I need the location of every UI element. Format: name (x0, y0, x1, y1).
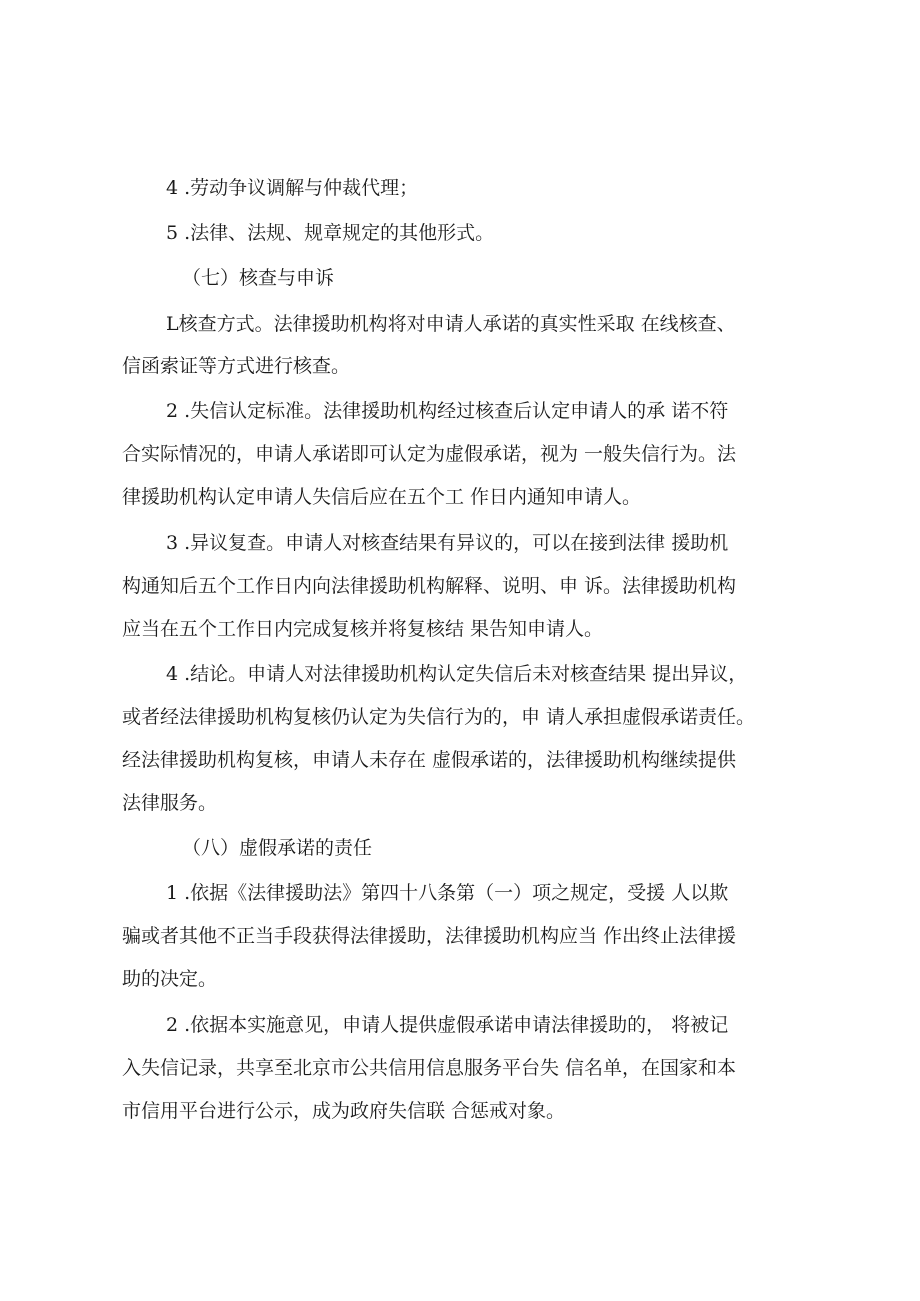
section-heading-verification: （七）核查与申诉 (182, 267, 335, 289)
list-item-other-forms: 5 .法律、法规、规章规定的其他形式。 (166, 222, 495, 244)
list-item-labor-dispute: 4 .劳动争议调解与仲裁代理； (166, 177, 419, 199)
paragraph-line: 合实际情况的，申请人承诺即可认定为虚假承诺，视为 一般失信行为。法 (122, 443, 737, 465)
paragraph-line: 法律服务。 (122, 792, 218, 814)
paragraph-line: 入失信记录，共享至北京市公共信用信息服务平台失 信名单，在国家和本 (122, 1057, 737, 1079)
paragraph-line: 或者经法律援助机构复核仍认定为失信行为的，申 请人承担虚假承诺责任。 (122, 706, 756, 728)
paragraph-line: 2 .失信认定标准。法律援助机构经过核查后认定申请人的承 诺不符 (166, 400, 729, 422)
paragraph-line: 助的决定。 (122, 968, 218, 990)
paragraph-line: 1 .依据《法律援助法》第四十八条第（一）项之规定，受援 人以欺 (166, 882, 729, 904)
paragraph-line: 信函索证等方式进行核查。 (122, 355, 351, 377)
paragraph-line: 应当在五个工作日内完成复核并将复核结 果告知申请人。 (122, 618, 604, 640)
paragraph-line: 4 .结论。申请人对法律援助机构认定失信后未对核查结果 提出异议， (166, 663, 748, 685)
paragraph-line: 构通知后五个工作日内向法律援助机构解释、说明、申 诉。法律援助机构 (122, 575, 737, 597)
paragraph-line: 3 .异议复查。申请人对核查结果有异议的，可以在接到法律 援助机 (166, 532, 729, 554)
section-heading-liability: （八）虚假承诺的责任 (182, 837, 373, 859)
paragraph-line: 律援助机构认定申请人失信后应在五个工 作日内通知申请人。 (122, 486, 642, 508)
paragraph-line: 骗或者其他不正当手段获得法律援助，法律援助机构应当 作出终止法律援 (122, 925, 737, 947)
paragraph-line: 2 .依据本实施意见，申请人提供虚假承诺申请法律援助的， 将被记 (166, 1014, 729, 1036)
paragraph-line: 市信用平台进行公示，成为政府失信联 合惩戒对象。 (122, 1100, 566, 1122)
paragraph-line: 经法律援助机构复核，申请人未存在 虚假承诺的，法律援助机构继续提供 (122, 749, 737, 771)
paragraph-line: L核查方式。法律援助机构将对申请人承诺的真实性采取 在线核查、 (166, 313, 736, 335)
